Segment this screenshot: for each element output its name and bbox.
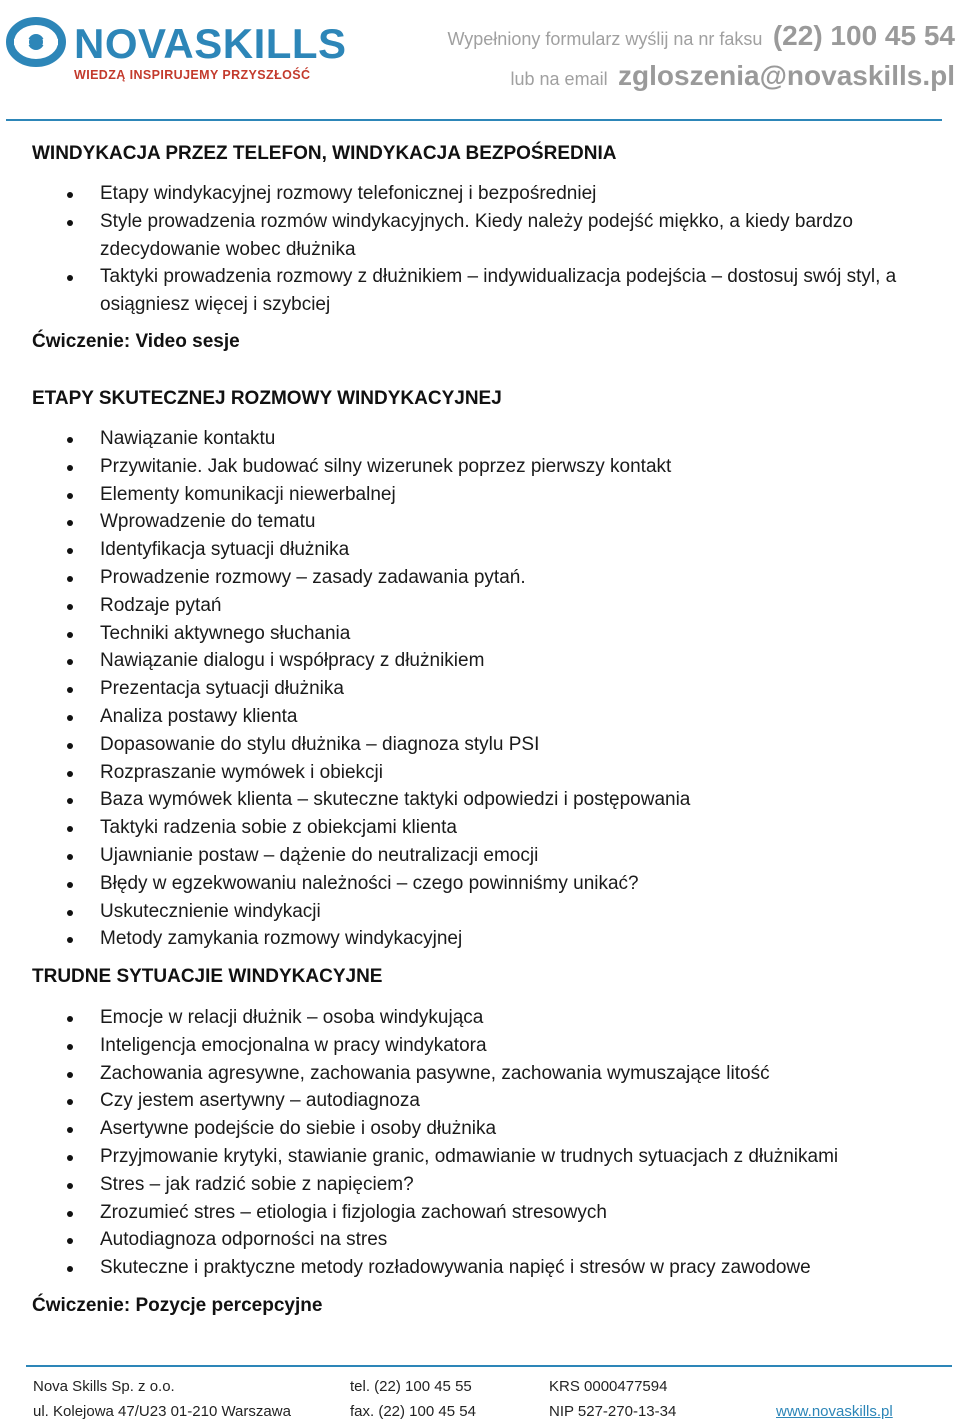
- list-item: Style prowadzenia rozmów windykacyjnych. Kiedy należy podejść miękko, a kiedy bardzo zdecydowanie wobec dłużnika: [32, 208, 932, 264]
- footer-krs: KRS 0000477594: [549, 1378, 668, 1395]
- fax-label: Wypełniony formularz wyślij na nr faksu: [447, 29, 763, 49]
- section-list-difficult-situations: [32, 1004, 838, 1282]
- list-item: Rodzaje pytań: [32, 592, 690, 620]
- header-divider: [6, 119, 942, 121]
- list-item: Emocje w relacji dłużnik – osoba windykująca: [32, 1004, 838, 1032]
- list-item: Taktyki prowadzenia rozmowy z dłużnikiem – indywidualizacja podejścia – dostosuj swój styl, a osiągniesz więcej i szybciej: [32, 263, 932, 319]
- list-item: Prezentacja sytuacji dłużnika: [32, 675, 690, 703]
- exercise-video-sessions: Ćwiczenie: Video sesje: [32, 331, 240, 352]
- list-item: Ujawnianie postaw – dążenie do neutralizacji emocji: [32, 842, 690, 870]
- logo-mark-icon: [6, 16, 70, 80]
- list-item: Prowadzenie rozmowy – zasady zadawania pytań.: [32, 564, 690, 592]
- list-item: Zrozumieć stres – etiologia i fizjologia zachowań stresowych: [32, 1199, 838, 1227]
- footer-address: ul. Kolejowa 47/U23 01-210 Warszawa: [33, 1403, 291, 1420]
- list-item: Przywitanie. Jak budować silny wizerunek poprzez pierwszy kontakt: [32, 453, 690, 481]
- novaskills-logo: [6, 12, 351, 92]
- list-item: Błędy w egzekwowaniu należności – czego powinniśmy unikać?: [32, 870, 690, 898]
- page-footer: [33, 1374, 933, 1424]
- footer-nip: NIP 527-270-13-34: [549, 1403, 677, 1420]
- list-item: Wprowadzenie do tematu: [32, 508, 690, 536]
- email-address[interactable]: zgloszenia@novaskills.pl: [618, 60, 955, 91]
- list-item: Rozpraszanie wymówek i obiekcji: [32, 759, 690, 787]
- list-item: Asertywne podejście do siebie i osoby dłużnika: [32, 1115, 838, 1143]
- list-item: Nawiązanie kontaktu: [32, 425, 690, 453]
- list-item: Zachowania agresywne, zachowania pasywne, zachowania wymuszające litość: [32, 1060, 838, 1088]
- list-item: Dopasowanie do stylu dłużnika – diagnoza stylu PSI: [32, 731, 690, 759]
- list-item: Metody zamykania rozmowy windykacyjnej: [32, 925, 690, 953]
- list-item: Taktyki radzenia sobie z obiekcjami klienta: [32, 814, 690, 842]
- section-title-phone-collection: WINDYKACJA PRZEZ TELEFON, WINDYKACJA BEZPOŚREDNIA: [32, 143, 617, 164]
- footer-divider: [26, 1365, 952, 1367]
- email-label: lub na email: [510, 69, 608, 89]
- section-title-conversation-stages: ETAPY SKUTECZNEJ ROZMOWY WINDYKACYJNEJ: [32, 388, 502, 409]
- list-item: Stres – jak radzić sobie z napięciem?: [32, 1171, 838, 1199]
- section-title-difficult-situations: TRUDNE SYTUACJIE WINDYKACYJNE: [32, 966, 383, 987]
- list-item: Elementy komunikacji niewerbalnej: [32, 481, 690, 509]
- exercise-perceptual-positions: Ćwiczenie: Pozycje percepcyjne: [32, 1295, 323, 1316]
- list-item: Czy jestem asertywny – autodiagnoza: [32, 1087, 838, 1115]
- logo-wordmark: NOVASKILLS: [74, 20, 347, 67]
- footer-website-link[interactable]: www.novaskills.pl: [776, 1403, 893, 1420]
- list-item: Identyfikacja sytuacji dłużnika: [32, 536, 690, 564]
- section-list-phone-collection: [32, 180, 932, 319]
- logo-tagline: WIEDZĄ INSPIRUJEMY PRZYSZŁOŚĆ: [74, 68, 311, 82]
- list-item: Autodiagnoza odporności na stres: [32, 1226, 838, 1254]
- footer-tel: tel. (22) 100 45 55: [350, 1378, 472, 1395]
- list-item: Inteligencja emocjonalna w pracy windykatora: [32, 1032, 838, 1060]
- list-item: Baza wymówek klienta – skuteczne taktyki odpowiedzi i postępowania: [32, 786, 690, 814]
- header-contact: [447, 16, 955, 96]
- list-item: Skuteczne i praktyczne metody rozładowywania napięć i stresów w pracy zawodowe: [32, 1254, 838, 1282]
- list-item: Uskutecznienie windykacji: [32, 898, 690, 926]
- list-item: Nawiązanie dialogu i współpracy z dłużnikiem: [32, 647, 690, 675]
- fax-number: (22) 100 45 54: [772, 20, 955, 51]
- page-header: [0, 0, 960, 122]
- list-item: Etapy windykacyjnej rozmowy telefonicznej i bezpośredniej: [32, 180, 932, 208]
- list-item: Analiza postawy klienta: [32, 703, 690, 731]
- section-list-conversation-stages: [32, 425, 690, 953]
- footer-company: Nova Skills Sp. z o.o.: [33, 1378, 175, 1395]
- footer-fax: fax. (22) 100 45 54: [350, 1403, 476, 1420]
- list-item: Przyjmowanie krytyki, stawianie granic, odmawianie w trudnych sytuacjach z dłużnikami: [32, 1143, 838, 1171]
- list-item: Techniki aktywnego słuchania: [32, 620, 690, 648]
